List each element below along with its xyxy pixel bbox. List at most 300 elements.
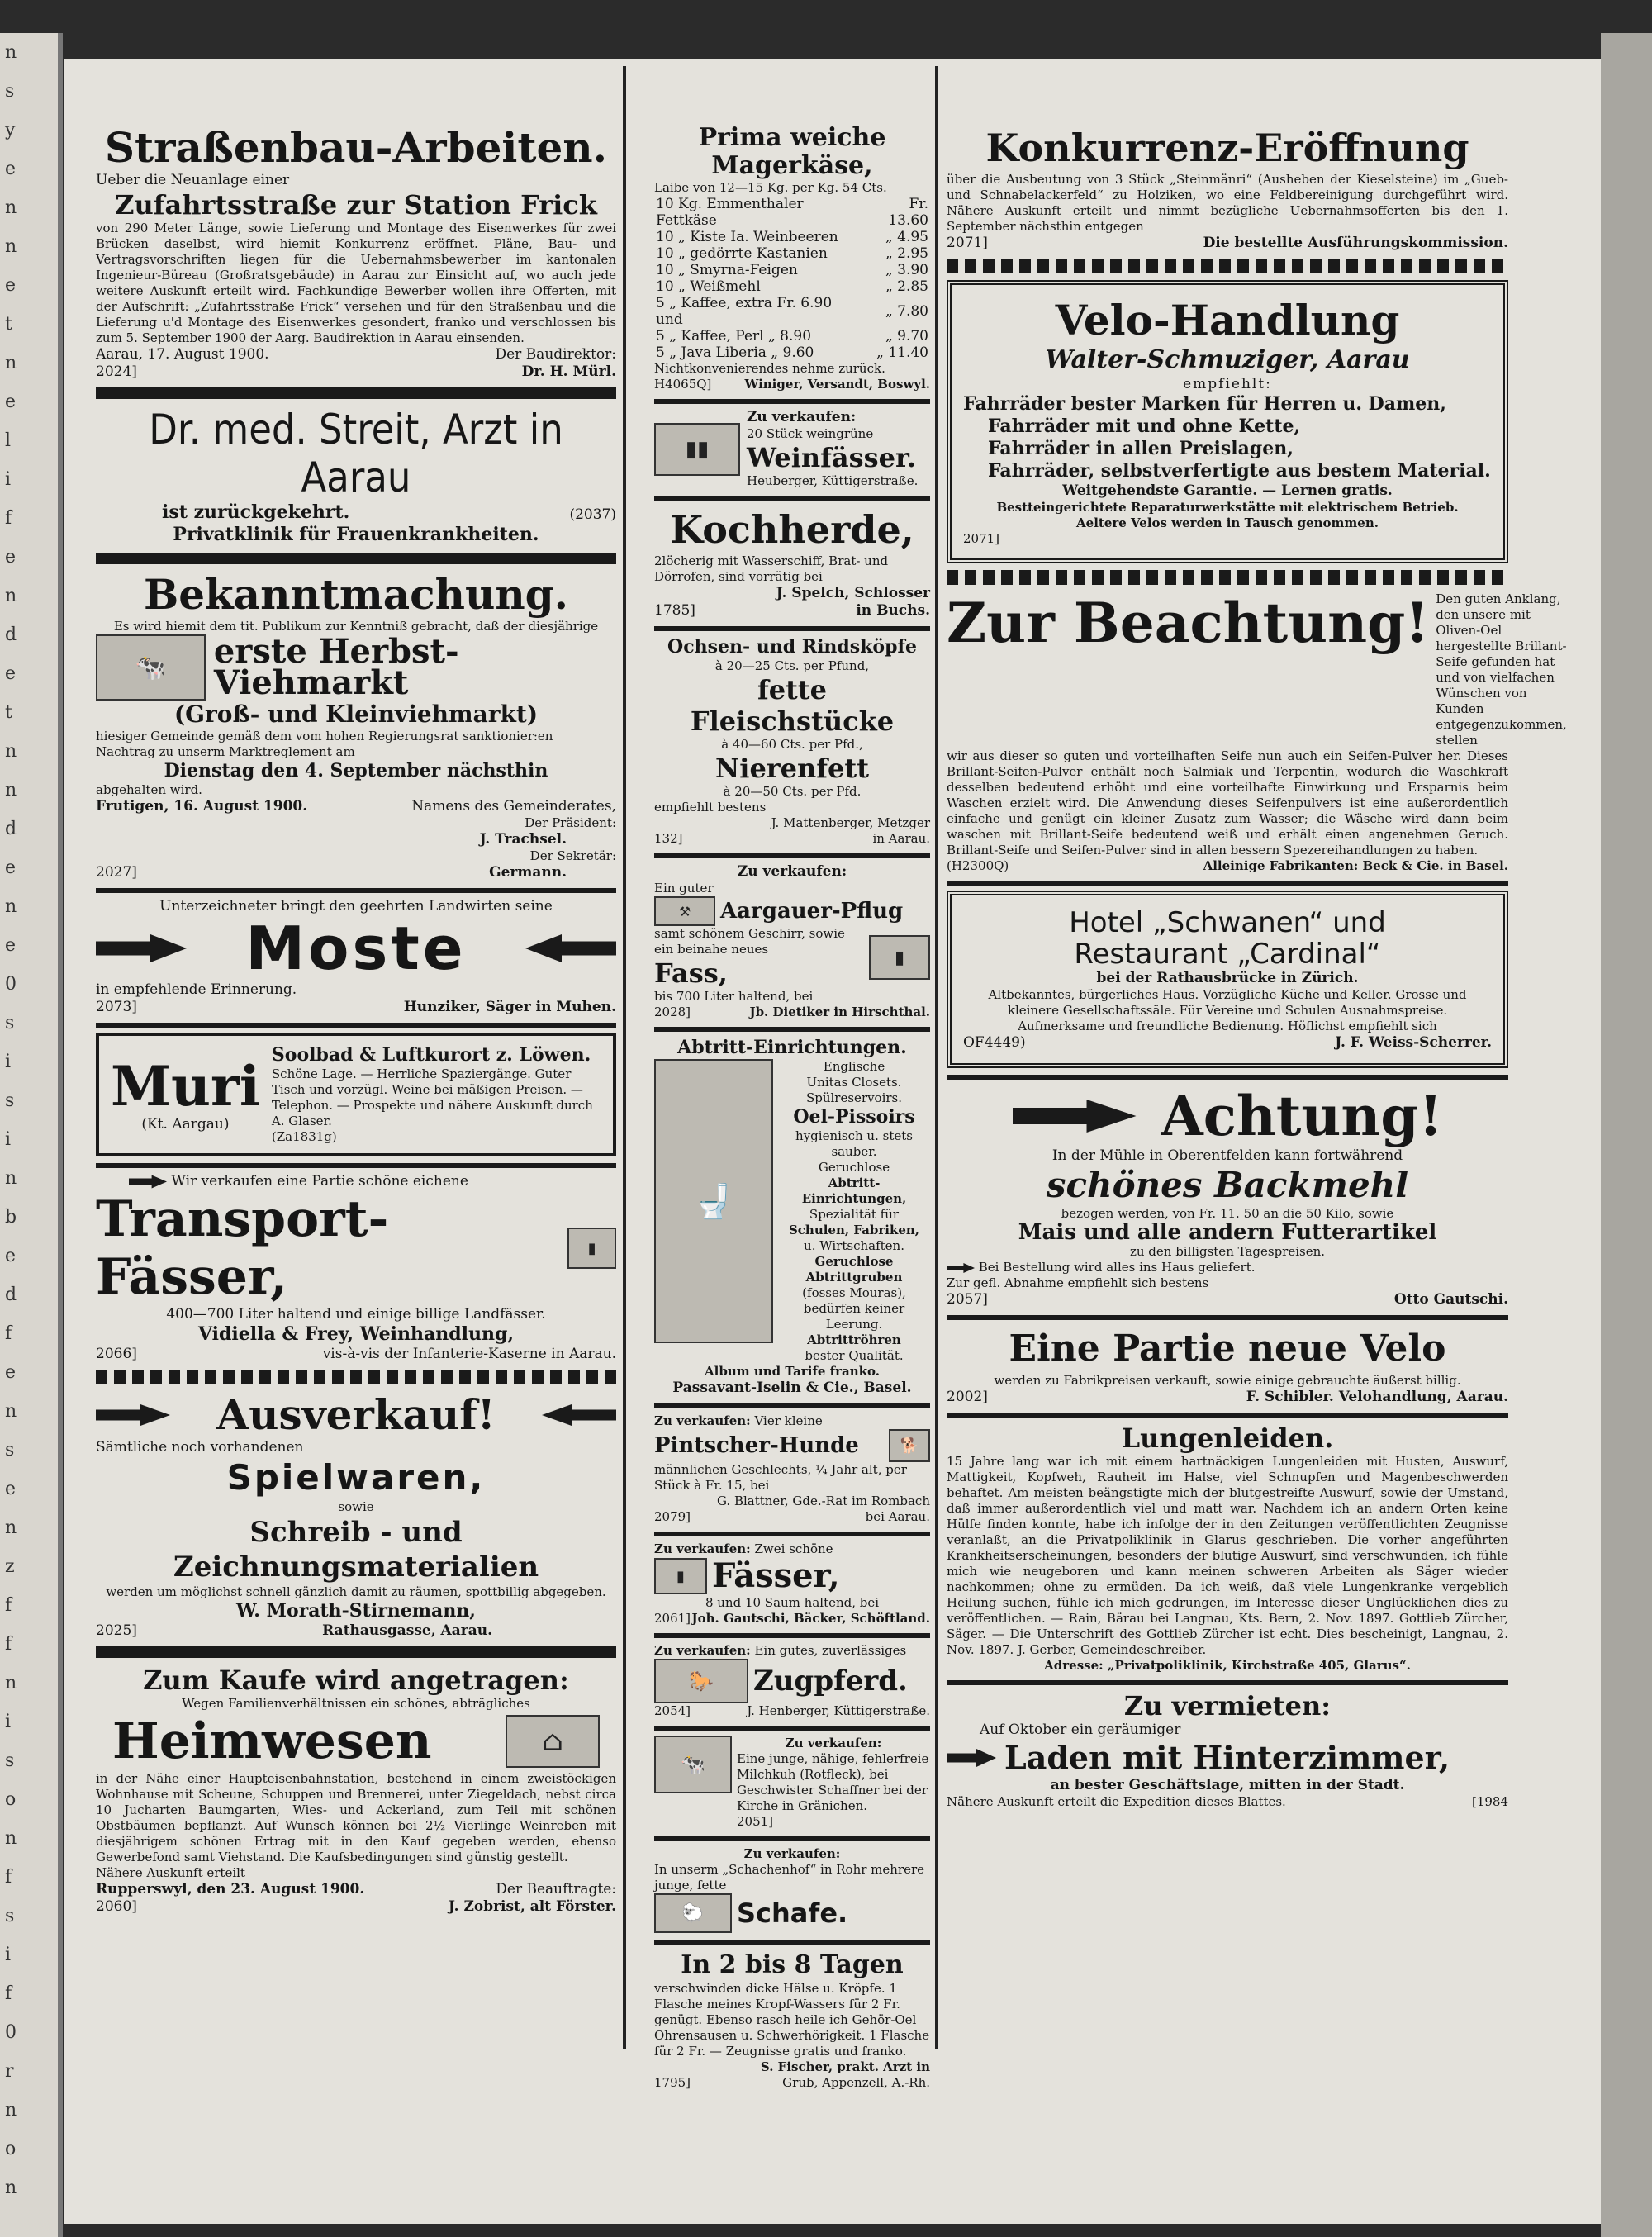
strip-letter: e: [5, 275, 17, 296]
ad-body: Schöne Lage. — Herrliche Spaziergänge. Guter Tisch und vorzügl. Weine bei mäßigen Preisen. — Telephon. — Prospekte und nähere Auskunft durch A. Glaser.: [271, 1066, 593, 1128]
ad-body: In unserm „Schachenhof“ in Rohr mehrere junge, fette: [654, 1862, 925, 1893]
firm: Alleinige Fabrikanten: Beck & Cie. in Basel.: [1203, 858, 1508, 873]
ad-headline: Spielwaren,: [226, 1457, 486, 1498]
ad-vermieten: [947, 1690, 1508, 1810]
ref-number: 2054]: [654, 1703, 691, 1718]
strip-letter: s: [5, 1013, 15, 1033]
price-value: „ 7.80: [885, 303, 928, 320]
ad-headline: Mais und alle andern Futterartikel: [1018, 1220, 1437, 1245]
ad-body: hiesiger Gemeinde gemäß dem vom hohen Regierungsrat sanktionier:en Nachtrag zu unserm Marktreglement am: [96, 729, 553, 759]
firm: Joh. Gautschi, Bäcker, Schöftland.: [691, 1611, 930, 1626]
barrel-icon: ▮: [869, 935, 930, 980]
price-value: „ 4.95: [885, 229, 928, 245]
ad-subtitle: bei der Rathausbrücke in Zürich.: [1096, 970, 1359, 986]
ad-headline: erste Herbst-Viehmarkt: [213, 632, 459, 702]
ref-number: 2024]: [96, 363, 137, 380]
ref-number: 2057]: [947, 1291, 988, 1308]
strip-letter: i: [5, 1129, 12, 1150]
price-value: Fr. 13.60: [888, 196, 928, 229]
strip-letter: n: [5, 741, 17, 762]
signer-title: Der Präsident:: [525, 815, 616, 830]
page-edge: [1601, 33, 1652, 2237]
ad-headline: Oel-Pissoirs: [793, 1106, 915, 1128]
ornamental-divider: [947, 259, 1508, 273]
signer-title: Der Sekretär:: [529, 848, 616, 863]
ad-body: verschwinden dicke Hälse u. Kröpfe. 1 Flasche meines Kropf-Wassers für 2 Fr. genügt. Ebenso rasch heile ich Gehör-Oel Ohrensausen u. Schwerhörigkeit. 1 Flasche für 2 Fr. — Zeugnisse gratis und franko.: [654, 1981, 930, 2059]
divider: [654, 1836, 930, 1841]
divider: [947, 881, 1508, 886]
ad-body: bezogen werden, von Fr. 11. 50 an die 50 Kilo, sowie: [1061, 1206, 1394, 1221]
address: in Buchs.: [856, 602, 930, 619]
ad-title: Lungenleiden.: [1121, 1422, 1334, 1454]
ad-title: Ochsen- und Rindsköpfe: [667, 636, 917, 658]
price-item: 10 Kg. Emmenthaler Fettkäse: [656, 196, 804, 229]
barrel-icon: ▮: [654, 1558, 707, 1594]
ref-number: (2037): [569, 506, 616, 523]
market-date: Dienstag den 4. September nächsthin: [164, 760, 548, 781]
ad-headline: Achtung!: [1161, 1084, 1443, 1148]
strip-letter: n: [5, 780, 17, 800]
ad-subtitle: (Kt. Aargau): [141, 1115, 230, 1133]
ad-ausverkauf: [96, 1391, 616, 1640]
divider: [654, 1940, 930, 1945]
ad-kropf: [654, 1950, 930, 2091]
firm: Passavant-Iselin & Cie., Basel.: [672, 1380, 912, 1396]
ad-intro: Auf Oktober ein geräumiger: [980, 1722, 1181, 1738]
strip-letter: n: [5, 1673, 17, 1693]
price-row: [654, 278, 930, 295]
firm: Vidiella & Frey, Weinhandlung,: [197, 1323, 515, 1345]
ad-konkurrenz: [947, 124, 1508, 252]
ad-zugpferd: [654, 1643, 930, 1719]
ad-line: Nähere Auskunft erteilt: [96, 1865, 245, 1880]
ad-subtitle: an bester Geschäftslage, mitten in der Stadt.: [1050, 1777, 1405, 1793]
price-row: [654, 262, 930, 278]
ad-body: wir aus dieser so guten und vorteilhaften Seife nun auch ein Seifen-Pulver her. Dieses Brillant-Seifen-Pulver enthält noch Salmiak und Terpentin, wodurch die Waschkraft desselben bedeutend erhöht und eine vorteilhafte Einwirkung und Ersparnis beim Waschen erzielt wird. Die Anwendung dieses Seifenpulvers ist eine außerordentlich einfache und genügt ein kleiner Zusatz zum Wasser; die Wäsche wird dann beim waschen mit Brillant-Seife bedeutend weiß und erhält einen angenehmen Geruch. Brillant-Seife und Seifen-Pulver sind in allen bessern Spezereihandlungen zu haben.: [947, 748, 1508, 857]
price-value: „ 11.40: [876, 344, 928, 361]
ad-headline: Kochherde,: [670, 507, 914, 552]
ad-body: über die Ausbeutung von 3 Stück „Steinmänri“ (Ausheben der Kieselsteine) im „Gueb- und Schnabelackerfeld“ zu Holziken, wo eine Feldbereinigung durchgeführt wird. Nähere Auskunft erteilt und nimmt bezügliche Uebernahmsofferten bis den 1. September nächsthin entgegen: [947, 172, 1508, 234]
ad-headline: Schafe.: [737, 1897, 848, 1929]
ad-headline: Weinfässer.: [747, 442, 917, 473]
ad-abtritt: [654, 1037, 930, 1397]
strip-letter: e: [5, 1479, 17, 1499]
ad-title: Zu verkaufen:: [654, 1541, 751, 1556]
signer: J. Zobrist, alt Förster.: [448, 1898, 616, 1915]
divider: [96, 553, 616, 564]
ad-body: werden zu Fabrikpreisen verkauft, sowie einige gebrauchte äußerst billig.: [994, 1373, 1461, 1388]
divider: [654, 1403, 930, 1408]
ad-kochherde: [654, 506, 930, 620]
ad-title: Straßenbau-Arbeiten.: [104, 123, 608, 172]
ad-body: von 290 Meter Länge, sowie Lieferung und Montage des Eisenwerkes für zwei Brücken daselbst, wird hiemit Konkurrenz eröffnet. Pläne, Bau- und Vertragsvorschriften liegen für die Uebernahmsbewerber im kantonalen Ingenieur-Büreau (Großratsgebäude) in Aarau zur Einsicht auf, wo auch jede weitere Auskunft erteilt wird. Fachkundige Bewerber wollen ihre Offerten, mit der Aufschrift: „Zufahrtsstraße Frick“ versehen und für den Straßenbau und die Lieferung u'd Montage des Eisenwerkes gesondert, franko und verschlossen bis zum 5. September 1900 der Aarg. Baudirektion in Aarau einsenden.: [96, 221, 616, 345]
ad-headline: Laden mit Hinterzimmer,: [1004, 1739, 1450, 1776]
ad-moste: [96, 898, 616, 1016]
price-value: „ 3.90: [885, 262, 928, 278]
ad-kaese: [654, 124, 930, 392]
ad-velo-handlung: [947, 280, 1508, 563]
ref-number: (H2300Q): [947, 858, 1009, 873]
ref-number: (Za1831g): [271, 1129, 337, 1144]
address: Grub, Appenzell, A.-Rh.: [782, 2075, 930, 2090]
firm: J. F. Weiss-Scherrer.: [1335, 1034, 1492, 1051]
signer: Dr. H. Mürl.: [521, 363, 616, 380]
strip-letter: e: [5, 663, 17, 684]
ad-line: Geruchlose: [818, 1160, 890, 1175]
address: in Aarau.: [872, 831, 930, 846]
ad-line: Abtritt-Einrichtungen,: [801, 1175, 907, 1206]
firm: Walter-Schmuziger, Aarau: [1045, 345, 1410, 374]
strip-letter: 0: [5, 2022, 17, 2043]
price-value: „ 2.85: [885, 278, 928, 295]
divider: [947, 1680, 1508, 1685]
divider: [96, 387, 616, 399]
strip-letter: f: [5, 1867, 12, 1888]
strip-letter: e: [5, 547, 17, 568]
ad-intro: Es wird hiemit dem tit. Publikum zur Kenntniß gebracht, daß der diesjährige: [113, 619, 599, 634]
ad-schafe: [654, 1846, 930, 1933]
ad-line: sowie: [338, 1499, 374, 1514]
ad-line: (fosses Mouras),: [802, 1285, 906, 1300]
cow-icon: 🐄: [654, 1736, 732, 1793]
strip-letter: e: [5, 159, 17, 179]
strip-letter: n: [5, 2178, 17, 2198]
strip-letter: o: [5, 1789, 17, 1810]
ad-line: Abtrittröhren: [807, 1332, 901, 1347]
ad-line: Album und Tarife franko.: [705, 1364, 880, 1379]
ad-body: in empfehlende Erinnerung.: [96, 981, 297, 998]
ad-title: Dr. med. Streit, Arzt in Aarau: [149, 406, 563, 501]
ad-headline: Heimwesen: [112, 1712, 432, 1770]
price-item: 5 „ Java Liberia „ 9.60: [656, 344, 814, 361]
ref-number: 2002]: [947, 1389, 988, 1405]
ad-ochsenkoepfe: [654, 636, 930, 847]
address: bei Aarau.: [865, 1509, 930, 1524]
ad-body: 8 und 10 Saum haltend, bei: [705, 1595, 880, 1610]
ad-headline: schönes Backmehl: [1046, 1165, 1409, 1205]
ad-strassenbau: [96, 124, 616, 381]
ad-line: Spülreservoirs.: [805, 1090, 903, 1105]
price-item: 10 „ gedörrte Kastanien: [656, 245, 828, 262]
pointing-hand-icon: [947, 1263, 975, 1273]
ad-title: Zu vermieten:: [1123, 1690, 1332, 1722]
strip-letter: l: [5, 430, 12, 451]
ad-title: Ausverkauf!: [216, 1390, 496, 1439]
strip-letter: s: [5, 1750, 15, 1771]
strip-letter: o: [5, 2139, 17, 2159]
price-line: à 40—60 Cts. per Pfd.,: [721, 737, 863, 752]
council: Namens des Gemeinderates,: [411, 798, 616, 815]
strip-letter: i: [5, 469, 12, 490]
price-item: 5 „ Kaffee, Perl „ 8.90: [656, 328, 812, 344]
ad-title: In 2 bis 8 Tagen: [681, 1950, 904, 1979]
price-line: à 20—25 Cts. per Pfund,: [714, 658, 870, 673]
divider: [96, 1023, 616, 1028]
ad-line: Fahrräder, selbstverfertigte aus bestem Material.: [988, 460, 1491, 482]
ad-line: Schulen, Fabriken,: [788, 1223, 920, 1237]
strip-letter: n: [5, 42, 17, 63]
strip-letter: s: [5, 1440, 15, 1460]
ad-title: Velo-Handlung: [1055, 296, 1400, 344]
strip-letter: f: [5, 1595, 12, 1616]
price-item: 10 „ Kiste Ia. Weinbeeren: [656, 229, 838, 245]
ref-number: 2025]: [96, 1622, 137, 1639]
strip-letter: e: [5, 1362, 17, 1383]
signer: Germann.: [489, 864, 567, 881]
address: Rathausgasse, Aarau.: [322, 1622, 492, 1639]
ad-line: Englische: [823, 1059, 885, 1074]
ad-intro: Unterzeichneter bringt den geehrten Landwirten seine: [159, 898, 553, 914]
strip-letter: n: [5, 197, 17, 218]
ad-heimwesen: [96, 1665, 616, 1916]
strip-letter: e: [5, 857, 17, 878]
ad-headline: Nierenfett: [715, 753, 869, 784]
ref-number: 2061]: [654, 1611, 691, 1626]
ad-subtitle: 20 Stück weingrüne: [747, 426, 874, 441]
firm: J. Henberger, Küttigerstraße.: [747, 1703, 930, 1718]
ad-transport-faesser: [96, 1173, 616, 1363]
ad-line: hygienisch u. stets sauber.: [795, 1128, 913, 1159]
ad-subtitle: (Groß- und Kleinviehmarkt): [173, 701, 539, 728]
ad-achtung: [947, 1085, 1508, 1308]
ad-body: samt schönem Geschirr, sowie ein beinahe neues: [654, 926, 845, 957]
firm: Winiger, Versandt, Boswyl.: [744, 377, 930, 392]
strip-letter: n: [5, 353, 17, 373]
strip-letter: n: [5, 236, 17, 257]
signer: Hunziker, Säger in Muhen.: [403, 999, 616, 1015]
ad-weinfaesser: [654, 409, 930, 489]
ref-number: 2060]: [96, 1898, 137, 1915]
ad-line: bis 700 Liter haltend, bei: [654, 989, 814, 1004]
ad-intro: Sämtliche noch vorhandenen: [96, 1439, 304, 1456]
price-row: [654, 344, 930, 361]
sheep-icon: 🐑: [654, 1893, 732, 1933]
ad-title: Zum Kaufe wird angetragen:: [143, 1665, 569, 1696]
signer-title: Der Baudirektor:: [495, 346, 616, 363]
dog-icon: 🐕: [889, 1429, 930, 1462]
ad-title: Abtritt-Einrichtungen.: [677, 1037, 907, 1058]
strip-letter: t: [5, 314, 12, 335]
previous-page-strip: [0, 33, 63, 2237]
strip-letter: f: [5, 1323, 12, 1344]
pointing-hand-icon: [1013, 1100, 1137, 1133]
ref-number: 1795]: [654, 2075, 691, 2090]
divider: [96, 1646, 616, 1658]
firm: W. Morath-Stirnemann,: [236, 1600, 476, 1622]
ad-subtitle: Zwei schöne: [754, 1541, 833, 1556]
ad-title: Zu verkaufen:: [743, 1846, 841, 1861]
strip-letter: n: [5, 1828, 17, 1849]
ad-hotel-schwanen: [947, 891, 1508, 1068]
ad-line: Nichtkonvenierendes nehme zurück.: [654, 361, 885, 376]
divider: [654, 626, 930, 631]
price-line: à 20—50 Cts. per Pfd.: [723, 784, 862, 799]
price-table: [654, 196, 930, 361]
divider: [947, 1413, 1508, 1418]
ref-number: 2027]: [96, 864, 137, 881]
ad-body: 2löcherig mit Wasserschiff, Brat- und Dörrofen, sind vorrätig bei: [654, 553, 889, 584]
ref-number: 2066]: [96, 1346, 137, 1362]
ad-line: empfiehlt:: [1183, 376, 1272, 392]
ref-number: [1984: [1471, 1794, 1508, 1809]
strip-letter: i: [5, 1945, 12, 1965]
ad-line: Zur gefl. Abnahme empfiehlt sich bestens: [947, 1275, 1209, 1290]
ad-headline: Zur Beachtung!: [947, 591, 1430, 655]
strip-letter: d: [5, 1285, 17, 1305]
ad-pintscher: [654, 1413, 930, 1525]
ad-headline: Aargauer-Pflug: [720, 898, 904, 924]
ad-beachtung: [947, 591, 1567, 874]
ref-number: 2073]: [96, 999, 137, 1015]
address: vis-à-vis der Infanterie-Kaserne in Aarau.: [322, 1346, 616, 1362]
ref-number: 132]: [654, 831, 683, 846]
signer-title: Der Beauftragte:: [496, 1881, 616, 1897]
signer: Die bestellte Ausführungskommission.: [1203, 235, 1508, 251]
ad-headline: Fass,: [654, 957, 728, 989]
ad-headline: Muri: [111, 1053, 260, 1118]
divider: [654, 1027, 930, 1032]
ad-line: Geruchlose Abtrittgruben: [805, 1254, 903, 1285]
pointing-hand-icon: [129, 1175, 167, 1189]
ad-line: Fahrräder in allen Preislagen,: [988, 438, 1294, 459]
ad-intro: Wir verkaufen eine Partie schöne eichene: [171, 1173, 468, 1190]
column-rule: [935, 66, 938, 2049]
ad-faesser: [654, 1541, 930, 1627]
toilet-illustration: 🚽: [654, 1059, 773, 1343]
price-row: [654, 328, 930, 344]
strip-letter: f: [5, 1634, 12, 1655]
ad-intro: Ein guter: [654, 881, 714, 895]
divider: [654, 1726, 930, 1731]
ad-headline: Moste: [245, 914, 467, 983]
ad-subtitle: Zufahrtsstraße zur Station Frick: [115, 189, 597, 221]
ad-neue-velo: [947, 1325, 1508, 1406]
ref-number: OF4449): [963, 1034, 1026, 1051]
strip-letter: n: [5, 586, 17, 606]
ad-line: zu den billigsten Tagespreisen.: [1129, 1244, 1326, 1259]
place-date: Rupperswyl, den 23. August 1900.: [96, 1881, 365, 1897]
ad-title: Hotel „Schwanen“ und: [1069, 906, 1386, 939]
ad-lungenleiden: [947, 1422, 1508, 1674]
ad-title: Zu verkaufen:: [737, 863, 847, 880]
strip-letter: d: [5, 819, 17, 839]
ad-title: Restaurant „Cardinal“: [1074, 938, 1381, 971]
ad-headline: Transport-Fässer,: [96, 1190, 389, 1306]
ad-subtitle: Vier kleine: [754, 1413, 823, 1428]
price-value: „ 2.95: [885, 245, 928, 262]
strip-letter: 0: [5, 974, 17, 995]
strip-letter: n: [5, 1401, 17, 1422]
strip-letter: n: [5, 2100, 17, 2121]
ad-line: bedürfen keiner Leerung.: [803, 1301, 905, 1332]
strip-letter: s: [5, 1090, 15, 1111]
ad-body: 400—700 Liter haltend und einige billige Landfässer.: [166, 1306, 546, 1323]
plough-icon: ⚒: [654, 896, 715, 926]
ad-line: Spezialität für: [809, 1207, 900, 1222]
divider: [96, 1163, 616, 1168]
ad-line: Bei Bestellung wird alles ins Haus geliefert.: [978, 1260, 1256, 1275]
ad-intro: In der Mühle in Oberentfelden kann fortwährend: [1051, 1147, 1403, 1164]
price-item: 10 „ Weißmehl: [656, 278, 761, 295]
ref-number: 1785]: [654, 602, 695, 619]
strip-letter: n: [5, 1168, 17, 1189]
strip-letter: s: [5, 1906, 15, 1926]
ad-body: in der Nähe einer Haupteisenbahnstation, bestehend in einem zweistöckigen Wohnhause mit Scheune, Schuppen und Brennerei, unter Ziegeldach, nebst circa 10 Jucharten Baumgarten, Wies- und Ackerland, zum Teil mit schönen Obstbäumen bepflanzt. Auf Wunsch können bei 2½ Vierlinge Weinreben mit diesjährigem schönen Ertrag mit in den Kauf gegeben werden, ebenso Gewerbefond samt Viehstand. Die Kaufsbedingungen sind günstig gestellt.: [96, 1771, 616, 1864]
house-illustration: ⌂: [506, 1715, 600, 1768]
strip-letter: i: [5, 1052, 12, 1072]
ad-bekanntmachung: [96, 571, 616, 881]
firm: S. Fischer, prakt. Arzt in: [760, 2059, 930, 2074]
ad-title: Zu verkaufen:: [747, 409, 857, 425]
column-left: [96, 124, 616, 1922]
divider: [947, 1075, 1508, 1080]
ad-line: Fahrräder bester Marken für Herren u. Damen,: [963, 393, 1446, 415]
ad-line: Privatklinik für Frauenkrankheiten.: [173, 524, 539, 545]
ad-intro: Wegen Familienverhältnissen ein schönes, abträgliches: [182, 1696, 530, 1711]
strip-letter: n: [5, 896, 17, 917]
ad-pflug: [654, 863, 930, 1020]
ad-line: Nähere Auskunft erteilt die Expedition dieses Blattes.: [947, 1794, 1286, 1809]
ad-title: Bekanntmachung.: [143, 570, 569, 619]
ad-muri: [96, 1033, 616, 1156]
pointing-hand-icon: [96, 934, 187, 962]
ad-body: männlichen Geschlechts, ¼ Jahr alt, per Stück à Fr. 15, bei: [654, 1462, 907, 1493]
firm: Jb. Dietiker in Hirschthal.: [749, 1005, 930, 1019]
strip-letter: z: [5, 1556, 15, 1577]
ad-title: Zu verkaufen:: [654, 1643, 751, 1658]
firm: G. Blattner, Gde.-Rat im Rombach: [716, 1494, 930, 1508]
ad-headline: fette Fleischstücke: [690, 674, 895, 737]
strip-letter: f: [5, 508, 12, 529]
ad-title: Prima weiche Magerkäse,: [698, 123, 886, 180]
ad-line: empfiehlt bestens: [654, 800, 767, 815]
ref-number: H4065Q]: [654, 377, 712, 392]
ad-headline: Schreib - und Zeichnungsmaterialien: [173, 1516, 539, 1584]
ad-body: 15 Jahre lang war ich mit einem hartnäckigen Lungenleiden mit Husten, Auswurf, Mattigkeit, Kopfweh, Rauheit im Halse, viel Schnupfen und Magenbeschwerden behaftet. Am meisten beängstigte mich der blutgestreifte Auswurf, sowie der Umstand, daß immer außerordentlich viel und matt war. Nachdem ich an andern Orten keine Hülfe finden konnte, habe ich infolge der in den Zeitungen veröffentlichten Zeugnisse veranlaßt, an die Privatpoliklinik in Glarus geschrieben. Die vorher angeführten Krankheitserscheinungen, besonders der blutige Auswurf, sind verschwunden, ich fühle mich wie neugeboren und kann meinen schweren Arbeiten als Säger wieder nachkommen; ohne zu ermüden. Da ich weiß, daß viele Lungenkranke vergeblich Heilung suchen, fühle ich mich gedrungen, im Interesse dieser Unglücklichen dies zu veröffentlichen. — Rain, Bärau bei Langnau, Kts. Bern, 2. Nov. 1897. Gottlieb Zürcher, Säger. — Die Unterschrift des Gottlieb Zürcher ist echt. Dies bescheinigt, Langnau, 2. Nov. 1897. J. Gerber, Gemeindeschreiber.: [947, 1454, 1508, 1657]
strip-letter: i: [5, 1712, 12, 1732]
firm: J. Mattenberger, Metzger: [771, 815, 930, 830]
ad-streit: [96, 406, 616, 546]
ad-subtitle: Laibe von 12—15 Kg. per Kg. 54 Cts.: [654, 180, 887, 195]
ad-line: ist zurückgekehrt.: [162, 501, 350, 523]
ref-number: 2028]: [654, 1005, 691, 1019]
ad-headline: Eine Partie neue Velo: [1009, 1327, 1446, 1370]
strip-letter: e: [5, 392, 17, 412]
address: Adresse: „Privatpoliklinik, Kirchstraße 405, Glarus“.: [1044, 1658, 1411, 1673]
ad-line: Fahrräder mit und ohne Kette,: [988, 416, 1301, 437]
price-row: [654, 196, 930, 229]
strip-letter: b: [5, 1207, 17, 1228]
strip-letter: y: [5, 120, 16, 140]
place-date: Aarau, 17. August 1900.: [96, 346, 269, 363]
price-item: 10 „ Smyrna-Feigen: [656, 262, 798, 278]
ref-number: 2071]: [963, 531, 1000, 546]
ref-number: 2079]: [654, 1509, 691, 1524]
pointing-hand-icon: [525, 934, 616, 962]
price-row: [654, 295, 930, 328]
ornamental-divider: [947, 570, 1508, 585]
strip-letter: e: [5, 935, 17, 956]
ad-title: Soolbad & Luftkurort z. Löwen.: [271, 1044, 591, 1066]
ad-body: Altbekanntes, bürgerliches Haus. Vorzügliche Küche und Keller. Grosse und kleinere Gesellschaftssäle. Für Vereine und Schulen Ausnahmspreise. Aufmerksame und freundliche Bedienung. Höflichst empfiehlt sich: [988, 987, 1467, 1033]
price-value: „ 9.70: [885, 328, 928, 344]
price-item: 5 „ Kaffee, extra Fr. 6.90 und: [656, 295, 833, 328]
pointing-hand-icon: [96, 1404, 170, 1426]
ad-body: Eine junge, nähige, fehlerfreie Milchkuh (Rotfleck), bei Geschwister Schaffner bei der Kirche in Gränichen.: [737, 1751, 929, 1813]
firm: Otto Gautschi.: [1393, 1291, 1508, 1308]
ad-body: Den guten Anklang, den unsere mit Oliven-Oel hergestellte Brillant-Seife gefunden hat und von vielfachen Wünschen von Kunden entgegenzukommen, stellen: [1436, 591, 1567, 748]
ref-number: 2051]: [737, 1814, 774, 1829]
